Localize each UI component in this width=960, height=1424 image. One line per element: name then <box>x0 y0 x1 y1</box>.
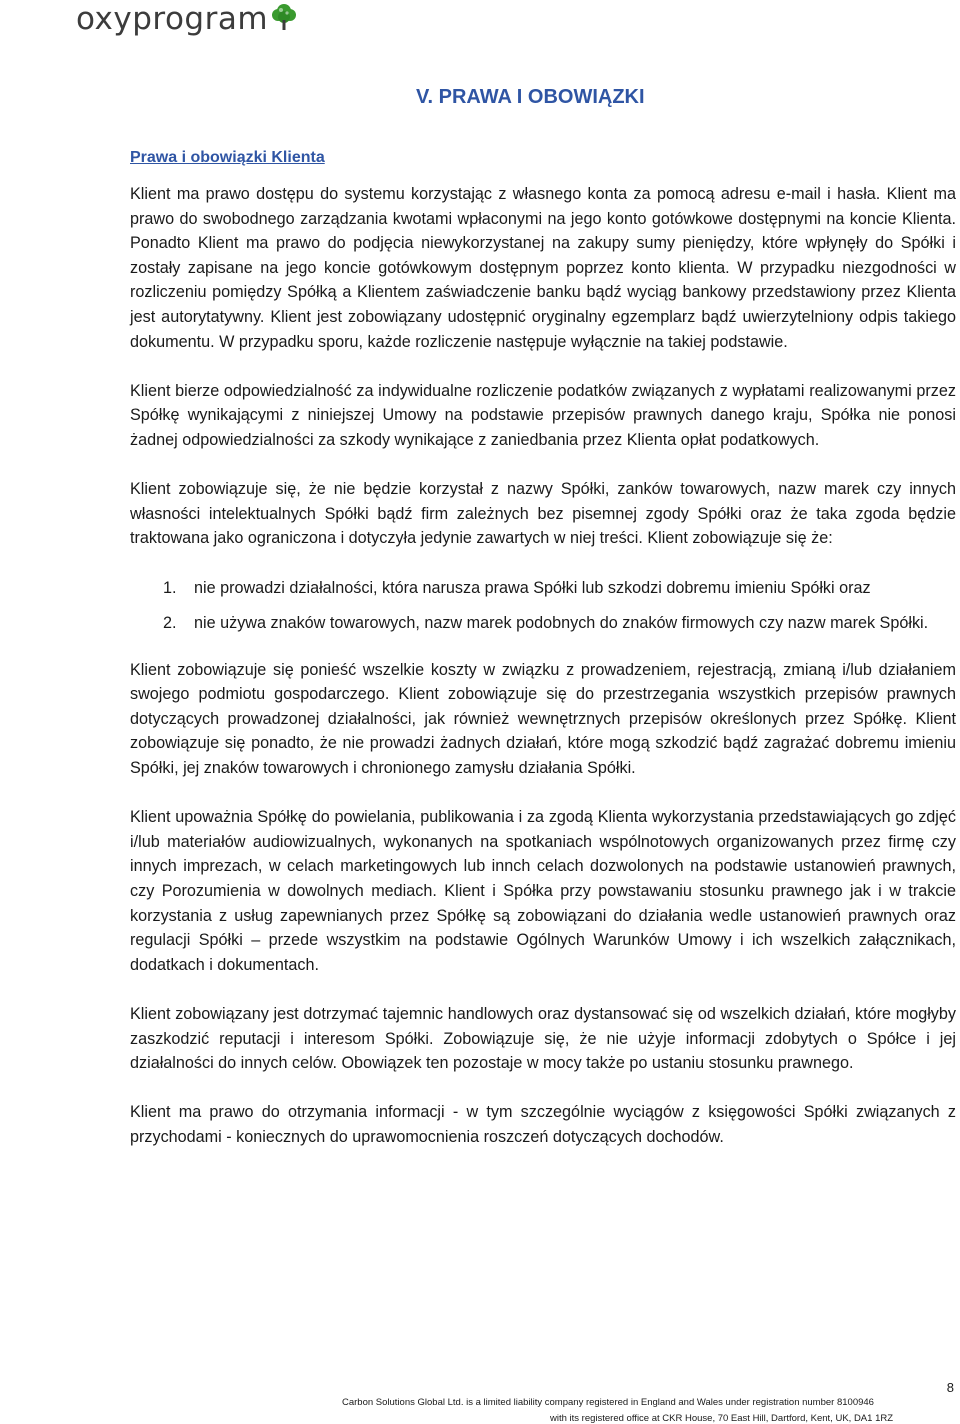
paragraph: Klient ma prawo dostępu do systemu korzystając z własnego konta za pomocą adresu e-mail i hasła. Klient ma prawo do swobodnego zarządzania kwotami wpłaconymi na jego konto gotówkowe dostępnymi na koncie Klienta. Ponadto Klient ma prawo do podjęcia niewykorzystanej na zakupy sumy pieniędzy, które wpłynęły do Spółki i zostały zapisane na jego koncie gotówkowym dostępnym poprzez konto klienta. W przypadku niezgodności w rozliczeniu pomiędzy Spółką a Klientem zaświadczenie banku bądź wyciąg bankowy przedstawiony przez Klienta jest autorytatywny. Klient jest zobowiązany udostępnić oryginalny egzemplarz bądź uwierzytelniony odpis takiego dokumentu. W przypadku sporu, każde rozliczenie następuje wyłącznie na takiej podstawie. <box>130 185 956 351</box>
paragraph: Klient zobowiązany jest dotrzymać tajemnic handlowych oraz dystansować się od wszelkich działań, które mogłyby zaszkodzić reputacji i interesom Spółki. Zobowiązuje się, że nie użyje informacji zdobytych o Spółce i jej działalności do innych celów. Obowiązek ten pozostaje w mocy także po ustaniu stosunku prawnego. <box>130 1005 956 1073</box>
footer-company-info: Carbon Solutions Global Ltd. is a limited liability company registered in England and Wales under registration number 8100946 <box>342 1397 874 1408</box>
list-item-text: nie używa znaków towarowych, nazw marek podobnych do znaków firmowych czy nazw marek Spółki. <box>194 614 929 633</box>
paragraph: Klient upoważnia Spółkę do powielania, publikowania i za zgodą Klienta wykorzystania przedstawiających go zdjęć i/lub materiałów audiowizualnych, wykonanych na spotkaniach wspólnotowych organizowanych przez firmę czy innych imprezach, w celach marketingowych lub innch celach dozwolonych na podstawie ustanowień prawnych, czy Porozumienia w dowolnych mediach. Klient i Spółka przy powstawaniu stosunku prawnego jak i w trakcie korzystania z usług zapewnianych przez Spółkę są zobowiązani do działania wedle ustanowień prawnych oraz regulacji Spółki – przede wszystkim na podstawie Ogólnych Warunków Umowy i ich wszelkich załącznikach, dodatkach i dokumentach. <box>130 808 956 974</box>
section-title: V. PRAWA I OBOWIĄZKI <box>416 86 645 108</box>
document-body <box>130 182 956 1174</box>
tree-icon <box>271 2 297 32</box>
paragraph: Klient zobowiązuje się, że nie będzie korzystał z nazwy Spółki, zanków towarowych, nazw marek czy innych własności intelektualnych Spółki bądź firm zależnych bez pisemnej zgody Spółki oraz że taka zgoda będzie traktowana jako ograniczona i dotyczyła jedynie zawartych w niej treści. Klient zobowiązuje się że: <box>130 480 956 548</box>
list-number: 1. <box>163 578 177 597</box>
page-number: 8 <box>946 1380 954 1395</box>
list-item <box>130 576 956 601</box>
obligations-list <box>130 576 956 636</box>
paragraph: Klient zobowiązuje się ponieść wszelkie koszty w związku z prowadzeniem, rejestracją, zmianą i/lub działaniem swojego podmiotu gospodarczego. Klient zobowiązuje się do przestrzegania wszystkich przepisów prawnych dotyczących prowadzonej działalności, jak również wewnętrznych przepisów określonych przez Spółkę. Klient zobowiązuje się ponadto, że nie prowadzi żadnych działań, które mogą szkodzić bądź zagrażać dobremu imieniu Spółki, jej znaków towarowych i chronionego zamysłu działania Spółki. <box>130 660 956 778</box>
paragraph: Klient ma prawo do otrzymania informacji - w tym szczególnie wyciągów z księgowości Spółki związanych z przychodami - koniecznych do uprawomocnienia roszczeń dotyczących dochodów. <box>130 1103 956 1146</box>
paragraph: Klient bierze odpowiedzialność za indywidualne rozliczenie podatków związanych z wypłatami realizowanymi przez Spółkę wynikającymi z niniejszej Umowy na podstawie przepisów prawnych danego kraju, Spółka nie ponosi żadnej odpowiedzialności za szkody wynikające z zaniedbania przez Klienta opłat podatkowych. <box>130 381 956 449</box>
list-item <box>130 611 956 636</box>
list-item-text: nie prowadzi działalności, która narusza prawa Spółki lub szkodzi dobremu imieniu Spółki oraz <box>194 578 871 597</box>
logo-text: oxyprogram <box>76 1 269 37</box>
list-number: 2. <box>163 614 177 633</box>
subsection-title: Prawa i obowiązki Klienta <box>130 149 325 166</box>
footer-address: with its registered office at CKR House, 70 East Hill, Dartford, Kent, UK, DA1 1RZ <box>550 1413 894 1424</box>
company-logo <box>76 0 297 38</box>
